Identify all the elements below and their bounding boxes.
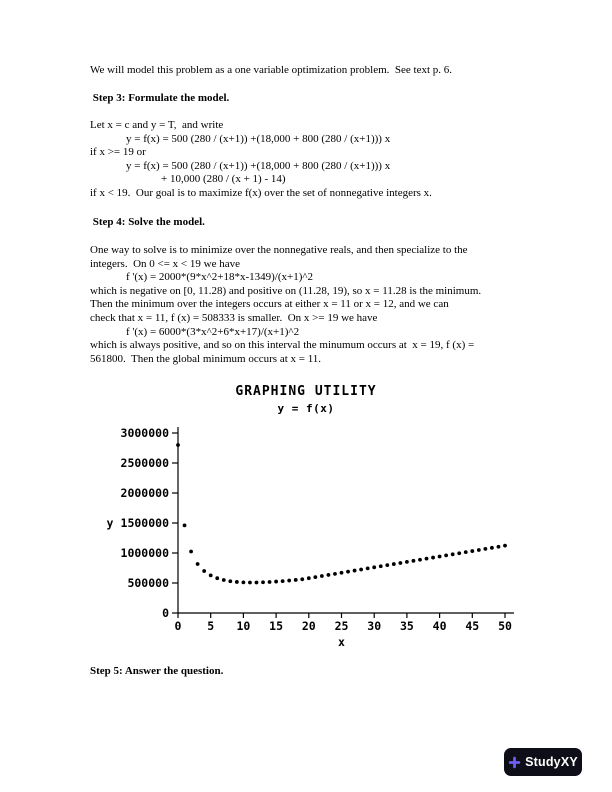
data-point [261,580,265,584]
formula-line: f '(x) = 2000*(9*x^2+18*x-1349)/(x+1)^2 [126,271,314,284]
formula-line: y = f(x) = 500 (280 / (x+1)) +(18,000 + 800 (280 / (x+1))) x [126,132,391,145]
data-point [313,575,317,579]
data-point [287,579,291,583]
data-point [307,576,311,580]
data-point [235,580,239,584]
data-point [255,581,259,585]
data-point [202,569,206,573]
chart-title: GRAPHING UTILITY [235,384,377,399]
step4-heading: Step 4: Solve the model. [90,216,205,228]
data-point [444,554,448,558]
plus-horizontal-bar [509,761,520,764]
formula-line: y = f(x) = 500 (280 / (x+1)) +(18,000 + 800 (280 / (x+1))) x [126,159,391,172]
y-tick-label: 1500000 [120,516,169,530]
y-tick-label: 3000000 [120,426,169,440]
data-point [405,560,409,564]
data-point [477,548,481,552]
plus-icon [508,756,521,769]
data-point [412,559,416,563]
data-point [470,549,474,553]
text-line: which is negative on [0, 11.28) and positive on (11.28, 19), so x = 11.28 is the minimum. [90,284,482,297]
y-tick-label: 2000000 [120,486,169,500]
data-point [359,568,363,572]
intro-text: We will model this problem as a one variable optimization problem. See text p. 6. [90,64,453,76]
data-point [189,550,193,554]
data-point [183,524,187,528]
text-line: check that x = 11, f (x) = 508333 is smaller. On x >= 19 we have [90,311,378,324]
data-point [268,580,272,584]
text-line: 561800. Then the global minimum occurs at x = 11. [90,352,322,365]
data-point [425,557,429,561]
data-point [431,556,435,560]
step3-paragraph [90,119,432,201]
data-point [366,567,370,571]
x-tick-label: 15 [269,619,284,633]
text-line: One way to solve is to minimize over the nonnegative reals, and then specialize to the [90,244,468,256]
y-tick-label: 2500000 [120,456,169,470]
data-point [228,579,232,583]
data-point [340,571,344,575]
data-point [418,558,422,562]
data-point [451,552,455,556]
data-point [497,545,501,549]
step5-heading: Step 5: Answer the question. [90,665,224,677]
step3-heading: Step 3: Formulate the model. [90,92,230,104]
x-tick-label: 0 [174,619,182,633]
data-point [320,574,324,578]
data-point [274,580,278,584]
data-point [490,546,494,550]
data-point [457,551,461,555]
data-point [464,550,468,554]
scatter-plot [90,420,540,660]
y-tick-label: 0 [162,606,169,620]
data-point [294,578,298,582]
y-axis-label: y [106,516,114,530]
data-point [438,555,442,559]
data-point [215,576,219,580]
x-tick-label: 40 [432,619,447,633]
data-point [385,563,389,567]
data-point [503,544,507,548]
x-tick-label: 5 [207,619,215,633]
logo-text: StudyXY [525,755,578,769]
data-point [242,580,246,584]
data-point [392,562,396,566]
data-point [372,565,376,569]
data-point [300,577,304,581]
text-line: Let x = c and y = T, and write [90,119,224,131]
data-point [196,562,200,566]
text-line: if x >= 19 or [90,146,146,159]
data-point [176,443,180,447]
text-line: if x < 19. Our goal is to maximize f(x) over the set of nonnegative integers x. [90,186,432,199]
data-point [281,579,285,583]
text-line: integers. On 0 <= x < 19 we have [90,257,240,270]
data-point [327,573,331,577]
x-tick-label: 25 [334,619,349,633]
data-point [333,572,337,576]
data-point [398,561,402,565]
text-line: which is always positive, and so on this interval the minumum occurs at x = 19, f (x) = [90,339,475,352]
data-point [346,570,350,574]
data-point [248,581,252,585]
y-tick-label: 500000 [127,576,169,590]
data-point [483,547,487,551]
studyxy-logo [504,748,582,776]
data-point [222,578,226,582]
x-tick-label: 45 [465,619,480,633]
x-tick-label: 30 [367,619,382,633]
y-tick-label: 1000000 [120,546,169,560]
formula-line: + 10,000 (280 / (x + 1) - 14) [161,173,286,186]
step4-paragraph [90,244,481,366]
x-tick-label: 35 [399,619,414,633]
x-tick-label: 50 [498,619,512,633]
text-line: Then the minimum over the integers occurs at either x = 11 or x = 12, and we can [90,298,449,311]
x-tick-label: 20 [301,619,316,633]
formula-line: f '(x) = 6000*(3*x^2+6*x+17)/(x+1)^2 [126,325,300,338]
chart-subtitle: y = f(x) [277,402,335,415]
x-tick-label: 10 [236,619,251,633]
data-point [379,564,383,568]
data-point [353,569,357,573]
x-axis-label: x [338,635,345,649]
data-point [209,574,213,578]
